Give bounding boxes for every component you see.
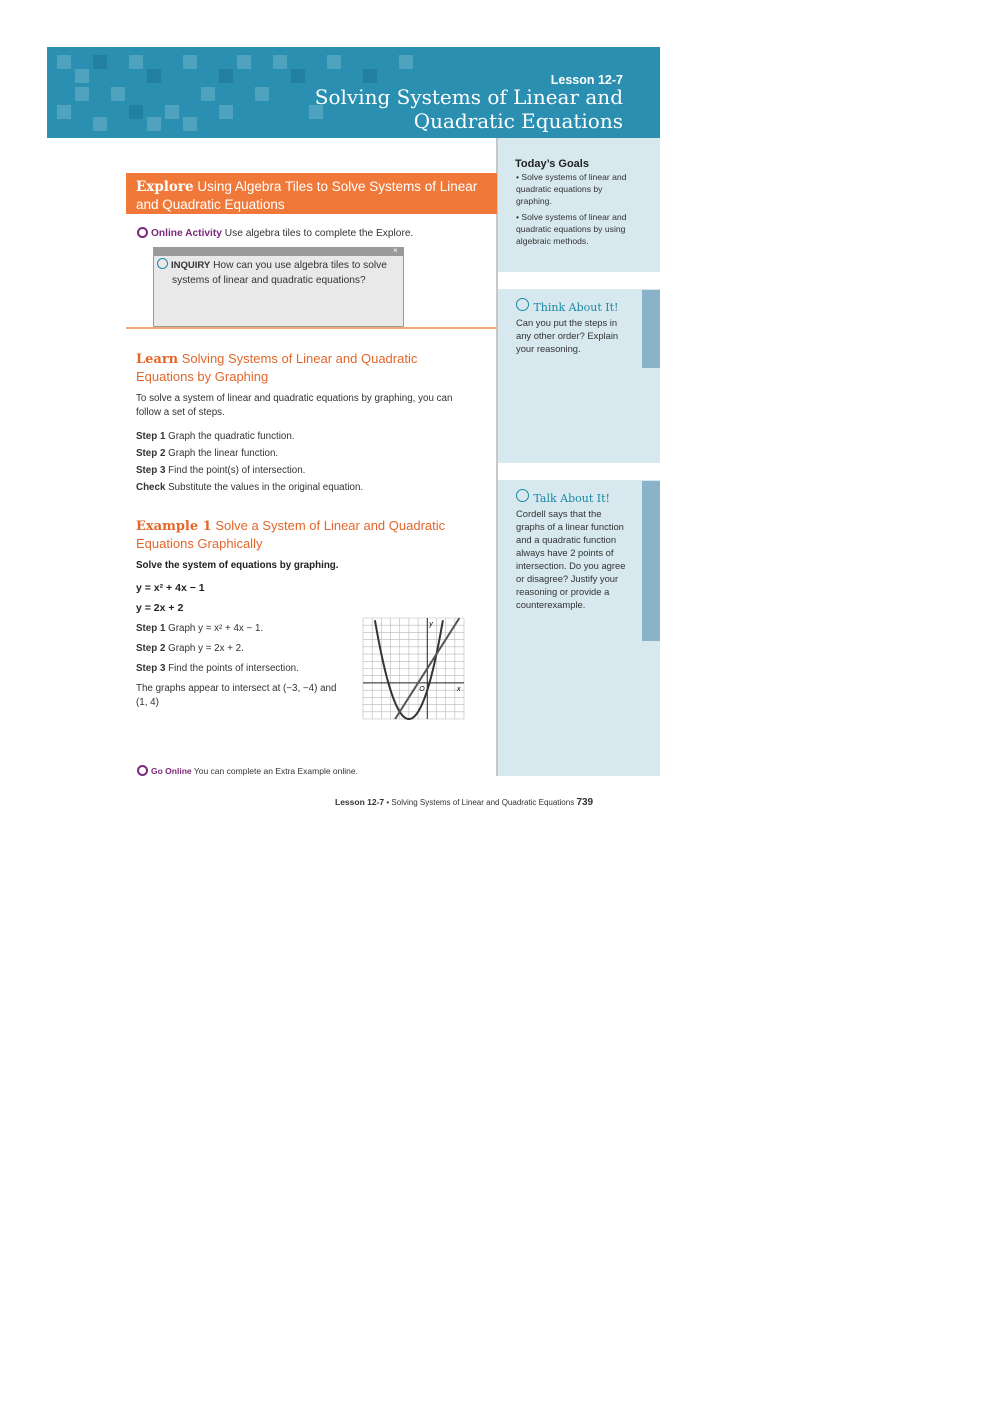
example-keyword: Example 1 <box>136 519 212 534</box>
inquiry-keyword: INQUIRY <box>171 260 211 271</box>
banner-tile <box>57 55 71 69</box>
talk-about-it-title: Talk About It! <box>533 492 610 505</box>
banner-tile <box>129 105 143 119</box>
talk-about-it <box>516 489 610 507</box>
banner-tile <box>237 55 251 69</box>
footer-title: Solving Systems of Linear and Quadratic Equations <box>391 798 575 807</box>
learn-heading <box>136 351 466 385</box>
example-step <box>136 662 299 676</box>
step-text: Substitute the values in the original equation. <box>168 482 364 493</box>
explore-title: Using Algebra Tiles to Solve Systems of Linear and Quadratic Equations <box>136 179 478 212</box>
y-axis-label: y <box>429 621 433 628</box>
learn-title: Solving Systems of Linear and Quadratic Equations by Graphing <box>136 351 418 384</box>
learn-step <box>136 464 305 478</box>
online-activity-text: Use algebra tiles to complete the Explore. <box>224 228 414 239</box>
explore-heading <box>136 178 491 213</box>
inquiry-question <box>172 258 397 288</box>
go-online-text: You can complete an Extra Example online. <box>193 766 358 776</box>
banner-tile <box>57 105 71 119</box>
step-label: Check <box>136 482 166 493</box>
section-divider <box>126 327 497 329</box>
todays-goals-title: Today’s Goals <box>515 158 589 170</box>
lesson-banner <box>47 47 660 138</box>
banner-tile <box>93 117 107 131</box>
inquiry-icon <box>157 258 168 269</box>
step-text: Graph the quadratic function. <box>168 431 295 442</box>
banner-tile <box>93 55 107 69</box>
learn-step <box>136 481 363 495</box>
system-graph <box>362 617 465 720</box>
example-heading <box>136 518 466 552</box>
think-about-it <box>516 298 618 316</box>
think-about-it-title: Think About It! <box>533 301 619 314</box>
online-activity-icon <box>137 227 148 238</box>
step-label: Step 2 <box>136 643 166 654</box>
talk-about-it-text: Cordell says that the graphs of a linear function and a quadratic function always have 2 points of intersection. Do you agree or disagree? Justify your reasoning or provide a counterexample. <box>516 508 626 610</box>
example-conclusion: The graphs appear to intersect at (−3, −4) and (1, 4) <box>136 683 337 708</box>
step-label: Step 1 <box>136 431 166 442</box>
column-divider <box>496 138 498 776</box>
online-activity[interactable] <box>137 227 413 239</box>
speech-bubble-icon <box>516 489 529 502</box>
lesson-title <box>203 85 623 133</box>
banner-tile <box>399 55 413 69</box>
step-text: Find the point(s) of intersection. <box>168 465 306 476</box>
banner-tile <box>183 117 197 131</box>
learn-step <box>136 430 295 444</box>
banner-tile <box>183 55 197 69</box>
step-label: Step 1 <box>136 623 166 634</box>
banner-tile <box>111 87 125 101</box>
lesson-label: Lesson 12-7 <box>550 73 623 87</box>
banner-tile <box>75 87 89 101</box>
banner-tile <box>363 69 377 83</box>
banner-tile <box>327 55 341 69</box>
banner-tile <box>219 69 233 83</box>
banner-tile <box>75 69 89 83</box>
banner-tile <box>273 55 287 69</box>
online-activity-keyword[interactable]: Online Activity <box>151 228 222 239</box>
lesson-title-line-2: Quadratic Equations <box>413 109 623 133</box>
go-online-keyword[interactable]: Go Online <box>151 766 192 776</box>
banner-tile <box>147 117 161 131</box>
step-label: Step 3 <box>136 465 166 476</box>
footer-lesson: Lesson 12-7 <box>335 797 385 807</box>
step-text: Graph y = 2x + 2. <box>168 643 244 654</box>
step-label: Step 2 <box>136 448 166 459</box>
example-title: Solve a System of Linear and Quadratic Equations Graphically <box>136 518 446 551</box>
inquiry-title-bar <box>153 247 404 256</box>
lesson-title-line-1: Solving Systems of Linear and <box>314 85 623 109</box>
step-label: Step 3 <box>136 663 166 674</box>
learn-intro: To solve a system of linear and quadratic equations by graphing, you can follow a set of steps. <box>136 393 453 418</box>
page-footer <box>335 797 593 808</box>
go-online-icon <box>137 765 148 776</box>
learn-keyword: Learn <box>136 352 179 367</box>
equation-2: y = 2x + 2 <box>136 602 184 614</box>
think-about-it-text: Can you put the steps in any other order? Explain your reasoning. <box>516 317 619 354</box>
x-axis-label: x <box>457 685 461 693</box>
lightbulb-icon <box>516 298 529 311</box>
sidebar-accent-strip <box>642 290 660 368</box>
inquiry-text: How can you use algebra tiles to solve systems of linear and quadratic equations? <box>172 260 387 286</box>
page-number: 739 <box>576 797 594 808</box>
sidebar-gap <box>498 272 660 289</box>
origin-label: O <box>419 685 425 693</box>
sidebar-gap <box>498 463 660 480</box>
close-icon[interactable]: × <box>393 246 398 255</box>
equation-1: y = x² + 4x − 1 <box>136 582 205 594</box>
example-step <box>136 622 263 636</box>
banner-tile <box>129 55 143 69</box>
step-text: Find the points of intersection. <box>168 663 299 674</box>
example-step <box>136 642 244 656</box>
banner-tile <box>291 69 305 83</box>
banner-tile <box>165 105 179 119</box>
goal-item: • Solve systems of linear and quadratic equations by using algebraic methods. <box>516 212 627 246</box>
explore-keyword: Explore <box>136 179 194 195</box>
step-text: Graph the linear function. <box>168 448 279 459</box>
banner-tile <box>147 69 161 83</box>
step-text: Graph y = x² + 4x − 1. <box>168 623 264 634</box>
example-instruction: Solve the system of equations by graphing. <box>136 560 339 571</box>
sidebar-accent-strip <box>642 481 660 641</box>
learn-step <box>136 447 278 461</box>
goal-item: • Solve systems of linear and quadratic equations by graphing. <box>516 172 627 206</box>
footer-separator: • <box>386 798 390 807</box>
go-online[interactable] <box>137 765 358 776</box>
